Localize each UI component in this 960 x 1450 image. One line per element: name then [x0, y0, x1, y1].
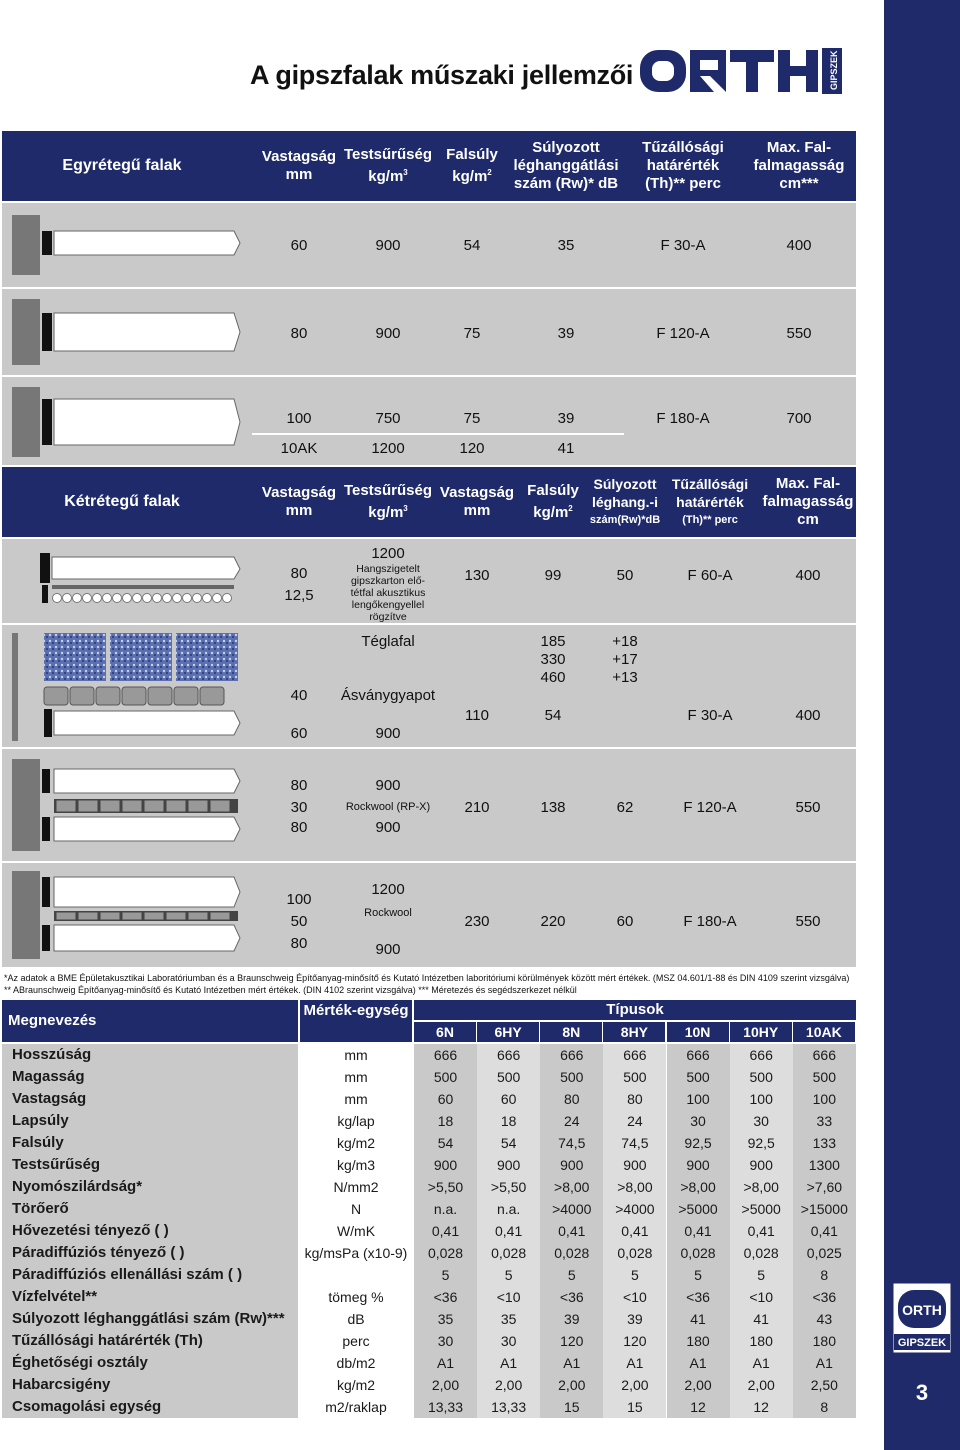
cell: 99	[544, 567, 562, 584]
cell: 75	[463, 410, 481, 427]
type-header-10hy: 10HY	[730, 1022, 792, 1042]
cell: 900	[375, 237, 401, 254]
property-value: >8,00	[603, 1176, 666, 1198]
property-value: 2,00	[667, 1374, 730, 1396]
property-value: 0,41	[477, 1220, 540, 1242]
wall-section-prefix-icon	[12, 549, 242, 615]
property-unit: N	[300, 1198, 412, 1220]
property-name: Csomagolási egység	[2, 1396, 298, 1418]
property-name: Hővezetési tényező ( )	[2, 1220, 298, 1242]
cell: F 120-A	[683, 799, 737, 816]
property-value: A1	[540, 1352, 603, 1374]
property-value: 666	[540, 1044, 603, 1066]
property-value: 0,028	[414, 1242, 477, 1264]
property-row	[2, 1396, 856, 1418]
property-value: 24	[540, 1110, 603, 1132]
property-value: 900	[603, 1154, 666, 1176]
footnote: *Az adatok a BME Épületakusztikai Laboratóriumban és a Braunschweig Építőanyag-minősítő és Kutató Intézetben laboritóriumi körülmények között mért értékek. (MSZ 04.601/1-88 és DIN 4109 szerint vizsgálva) ** ABraunschweig Építőanyag-minősítő és Kutató Intézetben mért értékek. (DIN 4102 szerint vizsgálva) *** Méretezés és segédszerkezet nélkül	[4, 973, 850, 995]
property-value: 80	[540, 1088, 603, 1110]
property-value: 666	[603, 1044, 666, 1066]
property-value: 0,028	[667, 1242, 730, 1264]
orth-logo	[638, 46, 860, 98]
property-value: 900	[477, 1154, 540, 1176]
cell: Téglafal	[361, 633, 415, 650]
property-unit: kg/m2	[300, 1374, 412, 1396]
property-name: Hosszúság	[2, 1044, 298, 1066]
props-types-header: Típusok	[414, 1000, 856, 1020]
property-value: 0,41	[540, 1220, 603, 1242]
cell: 900	[375, 819, 401, 836]
property-value: 0,41	[793, 1220, 856, 1242]
cell: 900	[375, 777, 401, 794]
svg-text:ORTH: ORTH	[902, 1302, 942, 1318]
property-value: 5	[667, 1264, 730, 1286]
cell: 80	[290, 777, 308, 794]
property-value: 8	[793, 1264, 856, 1286]
cell: 900	[375, 725, 401, 742]
side-stripe	[884, 0, 960, 1450]
property-value: 666	[730, 1044, 793, 1066]
property-value: 18	[414, 1110, 477, 1132]
property-value: 0,028	[540, 1242, 603, 1264]
property-unit: kg/msPa (x10-9)	[300, 1242, 412, 1264]
property-row	[2, 1176, 856, 1198]
cell: Rockwool (RP-X)	[345, 801, 431, 813]
property-value: 92,5	[730, 1132, 793, 1154]
property-row	[2, 1286, 856, 1308]
property-value: 92,5	[667, 1132, 730, 1154]
property-value: 100	[730, 1088, 793, 1110]
wall-section-thick-icon	[12, 871, 242, 959]
property-value: 0,028	[603, 1242, 666, 1264]
cell: 10AK	[280, 440, 318, 457]
cell: 900	[375, 325, 401, 342]
property-value: 666	[414, 1044, 477, 1066]
cell: 39	[557, 410, 575, 427]
property-value: 900	[730, 1154, 793, 1176]
wall-section-60-icon	[12, 215, 242, 275]
property-value: 24	[603, 1110, 666, 1132]
property-value: A1	[730, 1352, 793, 1374]
cell-note: Hangszigetelt gipszkarton elő-tétfal akusztikus lengőkengyellel rögzítve	[350, 563, 426, 623]
property-value: >4000	[603, 1198, 666, 1220]
property-name: Vastagság	[2, 1088, 298, 1110]
cell: 120	[459, 440, 485, 457]
property-value: 30	[667, 1110, 730, 1132]
property-name: Tűzállósági határérték (Th)	[2, 1330, 298, 1352]
cell: F 180-A	[656, 410, 710, 427]
cell: 400	[786, 237, 812, 254]
cell: 900	[375, 941, 401, 958]
property-value: 33	[793, 1110, 856, 1132]
property-row	[2, 1044, 856, 1066]
property-value: 5	[540, 1264, 603, 1286]
single-h-rw: Súlyozott léghanggátlási szám (Rw)* dB	[513, 139, 619, 192]
property-value: >8,00	[540, 1176, 603, 1198]
property-name: Éghetőségi osztály	[2, 1352, 298, 1374]
property-value: 180	[730, 1330, 793, 1352]
cell: 1200	[371, 545, 405, 562]
cell: F 120-A	[656, 325, 710, 342]
property-value: <36	[793, 1286, 856, 1308]
property-unit: db/m2	[300, 1352, 412, 1374]
cell: 750	[375, 410, 401, 427]
property-unit: mm	[300, 1066, 412, 1088]
double-row-3	[2, 749, 856, 861]
property-value: 2,00	[603, 1374, 666, 1396]
single-label: Egyrétegű falak	[62, 157, 182, 174]
property-value: 0,41	[414, 1220, 477, 1242]
property-value: 900	[667, 1154, 730, 1176]
property-name: Testsűrűség	[2, 1154, 298, 1176]
cell: +17	[612, 651, 638, 668]
props-unit-header: Mérték-egység	[300, 1000, 412, 1042]
cell: +13	[612, 669, 638, 686]
property-value: 180	[793, 1330, 856, 1352]
property-value: 120	[540, 1330, 603, 1352]
property-unit: mm	[300, 1044, 412, 1066]
cell: 50	[290, 913, 308, 930]
cell: 30	[290, 799, 308, 816]
double-h-density: Testsűrűség $kg/m^3$	[343, 482, 433, 521]
cell: 60	[616, 913, 634, 930]
property-name: Nyomószilárdság*	[2, 1176, 298, 1198]
property-name: Törőerő	[2, 1198, 298, 1220]
single-row-2	[2, 289, 856, 375]
property-value: 1300	[793, 1154, 856, 1176]
property-name: Magasság	[2, 1066, 298, 1088]
property-value: 39	[540, 1308, 603, 1330]
cell: 35	[557, 237, 575, 254]
property-value: 74,5	[540, 1132, 603, 1154]
double-row-4	[2, 863, 856, 967]
property-value: 12	[730, 1396, 793, 1418]
cell: 138	[540, 799, 566, 816]
type-header-8n: 8N	[540, 1022, 602, 1042]
single-row-1	[2, 203, 856, 287]
property-value: 500	[540, 1066, 603, 1088]
property-value: 80	[603, 1088, 666, 1110]
property-row	[2, 1066, 856, 1088]
property-unit: dB	[300, 1308, 412, 1330]
cell: F 60-A	[687, 567, 733, 584]
property-value: 2,00	[730, 1374, 793, 1396]
property-value: >8,00	[730, 1176, 793, 1198]
property-value: 666	[667, 1044, 730, 1066]
cell: 550	[795, 799, 821, 816]
single-h-density: Testsűrűség $kg/m^3$	[343, 146, 433, 185]
type-header-6hy: 6HY	[477, 1022, 539, 1042]
property-row	[2, 1198, 856, 1220]
property-value: 30	[730, 1110, 793, 1132]
property-value: 500	[793, 1066, 856, 1088]
cell: 1200	[371, 881, 405, 898]
property-value: A1	[667, 1352, 730, 1374]
property-value: n.a.	[414, 1198, 477, 1220]
single-h-fire: Tűzállósági határérték (Th)** perc	[642, 139, 724, 192]
property-unit: kg/lap	[300, 1110, 412, 1132]
cell: 100	[286, 410, 312, 427]
single-row-3	[2, 377, 856, 465]
cell: 400	[795, 707, 821, 724]
double-h-weight: Falsúly $kg/m^2$	[527, 482, 579, 521]
property-value: n.a.	[477, 1198, 540, 1220]
property-value: 100	[793, 1088, 856, 1110]
property-row	[2, 1352, 856, 1374]
property-value: 15	[603, 1396, 666, 1418]
property-unit	[300, 1264, 412, 1286]
property-row	[2, 1088, 856, 1110]
double-h-height: Max. Fal- falmagasság cm	[762, 475, 854, 528]
cell: 700	[786, 410, 812, 427]
cell: 330	[540, 651, 566, 668]
cell: 80	[290, 819, 308, 836]
property-value: >4000	[540, 1198, 603, 1220]
type-header-8hy: 8HY	[603, 1022, 665, 1042]
cell: 210	[464, 799, 490, 816]
property-value: 2,50	[793, 1374, 856, 1396]
cell: 130	[464, 567, 490, 584]
wall-section-brick-icon	[12, 633, 242, 741]
wall-section-double-icon	[12, 759, 242, 851]
property-value: 74,5	[603, 1132, 666, 1154]
double-h-rw: Súlyozott léghang.-i szám(Rw)*dB	[589, 476, 661, 526]
property-value: 100	[667, 1088, 730, 1110]
wall-section-80-icon	[12, 299, 242, 365]
property-value: 500	[414, 1066, 477, 1088]
cell: 80	[290, 565, 308, 582]
property-row	[2, 1308, 856, 1330]
property-value: 30	[477, 1330, 540, 1352]
property-row	[2, 1242, 856, 1264]
property-value: <10	[730, 1286, 793, 1308]
property-value: >5,50	[414, 1176, 477, 1198]
double-h-fire: Tűzállósági határérték (Th)** perc	[671, 476, 749, 526]
property-value: 54	[477, 1132, 540, 1154]
double-row-2	[2, 625, 856, 747]
page-number: 3	[915, 1380, 929, 1405]
property-value: 5	[730, 1264, 793, 1286]
double-layer-header	[2, 467, 856, 537]
type-header-10ak: 10AK	[793, 1022, 855, 1042]
cell: 50	[616, 567, 634, 584]
double-label: Kétrétegű falak	[64, 493, 180, 510]
property-value: 41	[730, 1308, 793, 1330]
property-value: >5,50	[477, 1176, 540, 1198]
property-value: 900	[540, 1154, 603, 1176]
cell: 12,5	[284, 587, 314, 604]
property-value: 2,00	[414, 1374, 477, 1396]
property-name: Páradiffúziós ellenállási szám ( )	[2, 1264, 298, 1286]
property-value: <10	[603, 1286, 666, 1308]
property-row	[2, 1374, 856, 1396]
property-value: 0,41	[603, 1220, 666, 1242]
property-name: Falsúly	[2, 1132, 298, 1154]
property-value: <10	[477, 1286, 540, 1308]
cell: 54	[463, 237, 481, 254]
property-row	[2, 1132, 856, 1154]
cell: 54	[544, 707, 562, 724]
property-value: 60	[414, 1088, 477, 1110]
property-value: 12	[667, 1396, 730, 1418]
property-value: 2,00	[477, 1374, 540, 1396]
property-unit: N/mm2	[300, 1176, 412, 1198]
single-h-weight: Falsúly $kg/m^2$	[446, 146, 498, 185]
property-name: Vízfelvétel**	[2, 1286, 298, 1308]
property-value: A1	[477, 1352, 540, 1374]
property-value: 500	[477, 1066, 540, 1088]
single-h-thickness: Vastagság mm	[261, 148, 337, 183]
cell: 460	[540, 669, 566, 686]
cell: 41	[557, 440, 575, 457]
property-unit: m2/raklap	[300, 1396, 412, 1418]
property-value: 35	[414, 1308, 477, 1330]
property-unit: kg/m2	[300, 1132, 412, 1154]
property-value: 13,33	[477, 1396, 540, 1418]
cell: 550	[786, 325, 812, 342]
property-unit: W/mK	[300, 1220, 412, 1242]
cell: 80	[290, 935, 308, 952]
cell: 40	[290, 687, 308, 704]
svg-text:GIPSZEK: GIPSZEK	[829, 50, 839, 90]
property-value: 500	[603, 1066, 666, 1088]
cell: Rockwool	[364, 907, 412, 919]
double-h-thickness: Vastagság mm	[261, 484, 337, 519]
cell: F 30-A	[687, 707, 733, 724]
property-unit: tömeg %	[300, 1286, 412, 1308]
property-value: 0,025	[793, 1242, 856, 1264]
property-value: >7,60	[793, 1176, 856, 1198]
property-value: 0,028	[730, 1242, 793, 1264]
property-name: Páradiffúziós tényező ( )	[2, 1242, 298, 1264]
property-row	[2, 1220, 856, 1242]
property-value: 900	[414, 1154, 477, 1176]
property-value: 43	[793, 1308, 856, 1330]
property-value: 2,00	[540, 1374, 603, 1396]
type-header-10n: 10N	[667, 1022, 729, 1042]
property-value: 120	[603, 1330, 666, 1352]
property-value: 30	[414, 1330, 477, 1352]
property-unit: perc	[300, 1330, 412, 1352]
property-value: 666	[793, 1044, 856, 1066]
cell: 80	[290, 325, 308, 342]
cell: F 180-A	[683, 913, 737, 930]
property-value: 41	[667, 1308, 730, 1330]
property-row	[2, 1330, 856, 1352]
property-value: 13,33	[414, 1396, 477, 1418]
property-value: 0,41	[667, 1220, 730, 1242]
property-value: A1	[603, 1352, 666, 1374]
property-value: 60	[477, 1088, 540, 1110]
single-h-height: Max. Fal- falmagasság cm***	[753, 139, 845, 192]
property-value: 0,41	[730, 1220, 793, 1242]
orth-gipszek-logo	[890, 1280, 954, 1356]
property-value: A1	[793, 1352, 856, 1374]
property-row	[2, 1154, 856, 1176]
property-value: >15000	[793, 1198, 856, 1220]
type-header-6n: 6N	[414, 1022, 476, 1042]
single-layer-header	[2, 131, 856, 201]
property-value: 133	[793, 1132, 856, 1154]
property-value: 500	[667, 1066, 730, 1088]
page-title: A gipszfalak műszaki jellemzői	[250, 60, 634, 90]
property-value: 35	[477, 1308, 540, 1330]
property-value: 500	[730, 1066, 793, 1088]
property-value: >8,00	[667, 1176, 730, 1198]
cell: 62	[616, 799, 634, 816]
property-unit: mm	[300, 1088, 412, 1110]
props-name-header: Megnevezés	[2, 1000, 298, 1042]
property-value: 5	[477, 1264, 540, 1286]
property-name: Súlyozott léghanggátlási szám (Rw)***	[2, 1308, 298, 1330]
cell: F 30-A	[660, 237, 706, 254]
property-value: 8	[793, 1396, 856, 1418]
cell: 185	[540, 633, 566, 650]
double-row-1	[2, 539, 856, 623]
cell: +18	[612, 633, 638, 650]
double-h-thickness2: Vastagság mm	[439, 484, 515, 519]
property-value: 39	[603, 1308, 666, 1330]
property-value: >5000	[730, 1198, 793, 1220]
property-value: 18	[477, 1110, 540, 1132]
cell: 60	[290, 725, 308, 742]
cell: 1200	[371, 440, 405, 457]
property-value: 5	[603, 1264, 666, 1286]
property-value: 54	[414, 1132, 477, 1154]
property-value: 5	[414, 1264, 477, 1286]
property-row	[2, 1110, 856, 1132]
cell: Ásványgyapot	[340, 687, 436, 704]
property-unit: kg/m3	[300, 1154, 412, 1176]
property-value: <36	[667, 1286, 730, 1308]
cell: 550	[795, 913, 821, 930]
property-value: 0,028	[477, 1242, 540, 1264]
property-value: 15	[540, 1396, 603, 1418]
cell: 230	[464, 913, 490, 930]
property-value: 180	[667, 1330, 730, 1352]
svg-text:GIPSZEK: GIPSZEK	[897, 1337, 947, 1349]
cell: 400	[795, 567, 821, 584]
property-name: Habarcsigény	[2, 1374, 298, 1396]
property-name: Lapsúly	[2, 1110, 298, 1132]
property-value: <36	[540, 1286, 603, 1308]
property-value: A1	[414, 1352, 477, 1374]
property-value: >5000	[667, 1198, 730, 1220]
cell: 100	[286, 891, 312, 908]
wall-section-100-icon	[12, 387, 242, 457]
cell: 110	[465, 707, 489, 724]
property-value: 666	[477, 1044, 540, 1066]
cell: 60	[290, 237, 308, 254]
cell: 220	[540, 913, 566, 930]
property-row	[2, 1264, 856, 1286]
cell: 75	[463, 325, 481, 342]
cell: 39	[557, 325, 575, 342]
property-value: <36	[414, 1286, 477, 1308]
